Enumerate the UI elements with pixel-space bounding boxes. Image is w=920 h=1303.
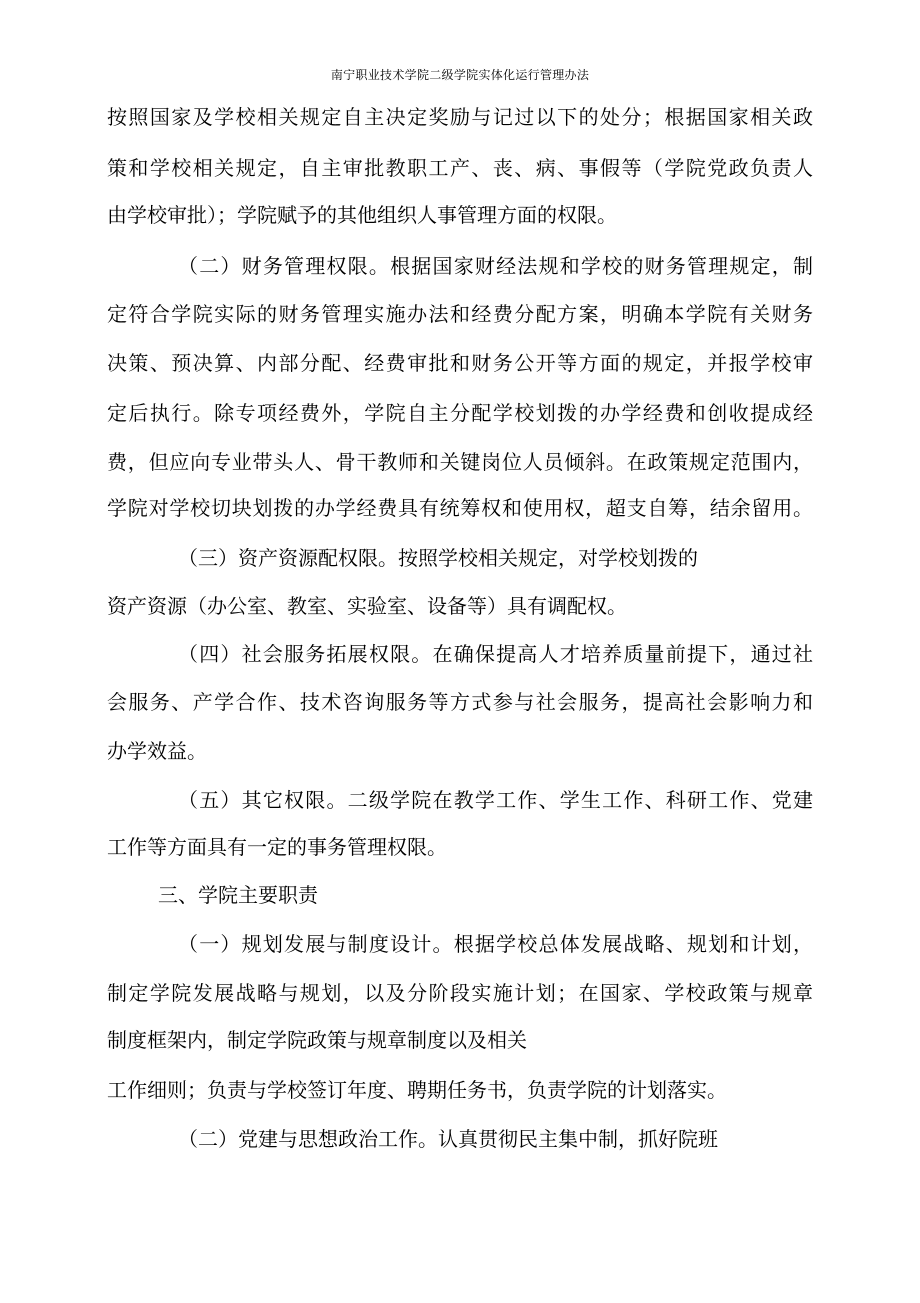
text-line: 定后执行。除专项经费外，学院自主分配学校划拨的办学经费和创收提成经 (107, 401, 813, 425)
text-line: （二）党建与思想政治工作。认真贯彻民主集中制，抓好院班 (178, 1127, 718, 1151)
text-line: （五）其它权限。二级学院在教学工作、学生工作、科研工作、党建 (178, 788, 813, 812)
text-line: （三）资产资源配权限。按照学校相关规定，对学校划拨的 (178, 546, 698, 570)
page-header-title: 南宁职业技术学院二级学院实体化运行管理办法 (330, 68, 590, 82)
text-line: （四）社会服务拓展权限。在确保提高人才培养质量前提下，通过社 (178, 642, 813, 666)
text-line: 学院对学校切块划拨的办学经费具有统筹权和使用权，超支自筹，结余留用。 (107, 496, 813, 520)
text-line: 办学效益。 (107, 739, 207, 763)
text-line: 策和学校相关规定，自主审批教职工产、丧、病、事假等（学院党政负责人 (107, 156, 813, 180)
text-line: 制度框架内，制定学院政策与规章制度以及相关 (107, 1028, 527, 1052)
text-line: 定符合学院实际的财务管理实施办法和经费分配方案，明确本学院有关财务 (107, 302, 813, 326)
text-line: 按照国家及学校相关规定自主决定奖励与记过以下的处分；根据国家相关政 (107, 105, 813, 129)
text-line: 制定学院发展战略与规划，以及分阶段实施计划；在国家、学校政策与规章 (107, 981, 813, 1005)
text-line: 由学校审批）；学院赋予的其他组织人事管理方面的权限。 (107, 203, 617, 227)
text-line: 会服务、产学合作、技术咨询服务等方式参与社会服务，提高社会影响力和 (107, 690, 813, 714)
text-line: 工作等方面具有一定的事务管理权限。 (107, 835, 447, 859)
text-line: 决策、预决算、内部分配、经费审批和财务公开等方面的规定，并报学校审 (107, 351, 813, 375)
text-line: 费，但应向专业带头人、骨干教师和关键岗位人员倾斜。在政策规定范围内， (107, 450, 813, 474)
text-line: 工作细则；负责与学校签订年度、聘期任务书，负责学院的计划落实。 (107, 1078, 727, 1102)
text-line: （二）财务管理权限。根据国家财经法规和学校的财务管理规定，制 (178, 254, 813, 278)
section-heading: 三、学院主要职责 (158, 883, 318, 907)
text-line: 资产资源（办公室、教室、实验室、设备等）具有调配权。 (107, 594, 627, 618)
text-line: （一）规划发展与制度设计。根据学校总体发展战略、规划和计划， (178, 932, 813, 956)
